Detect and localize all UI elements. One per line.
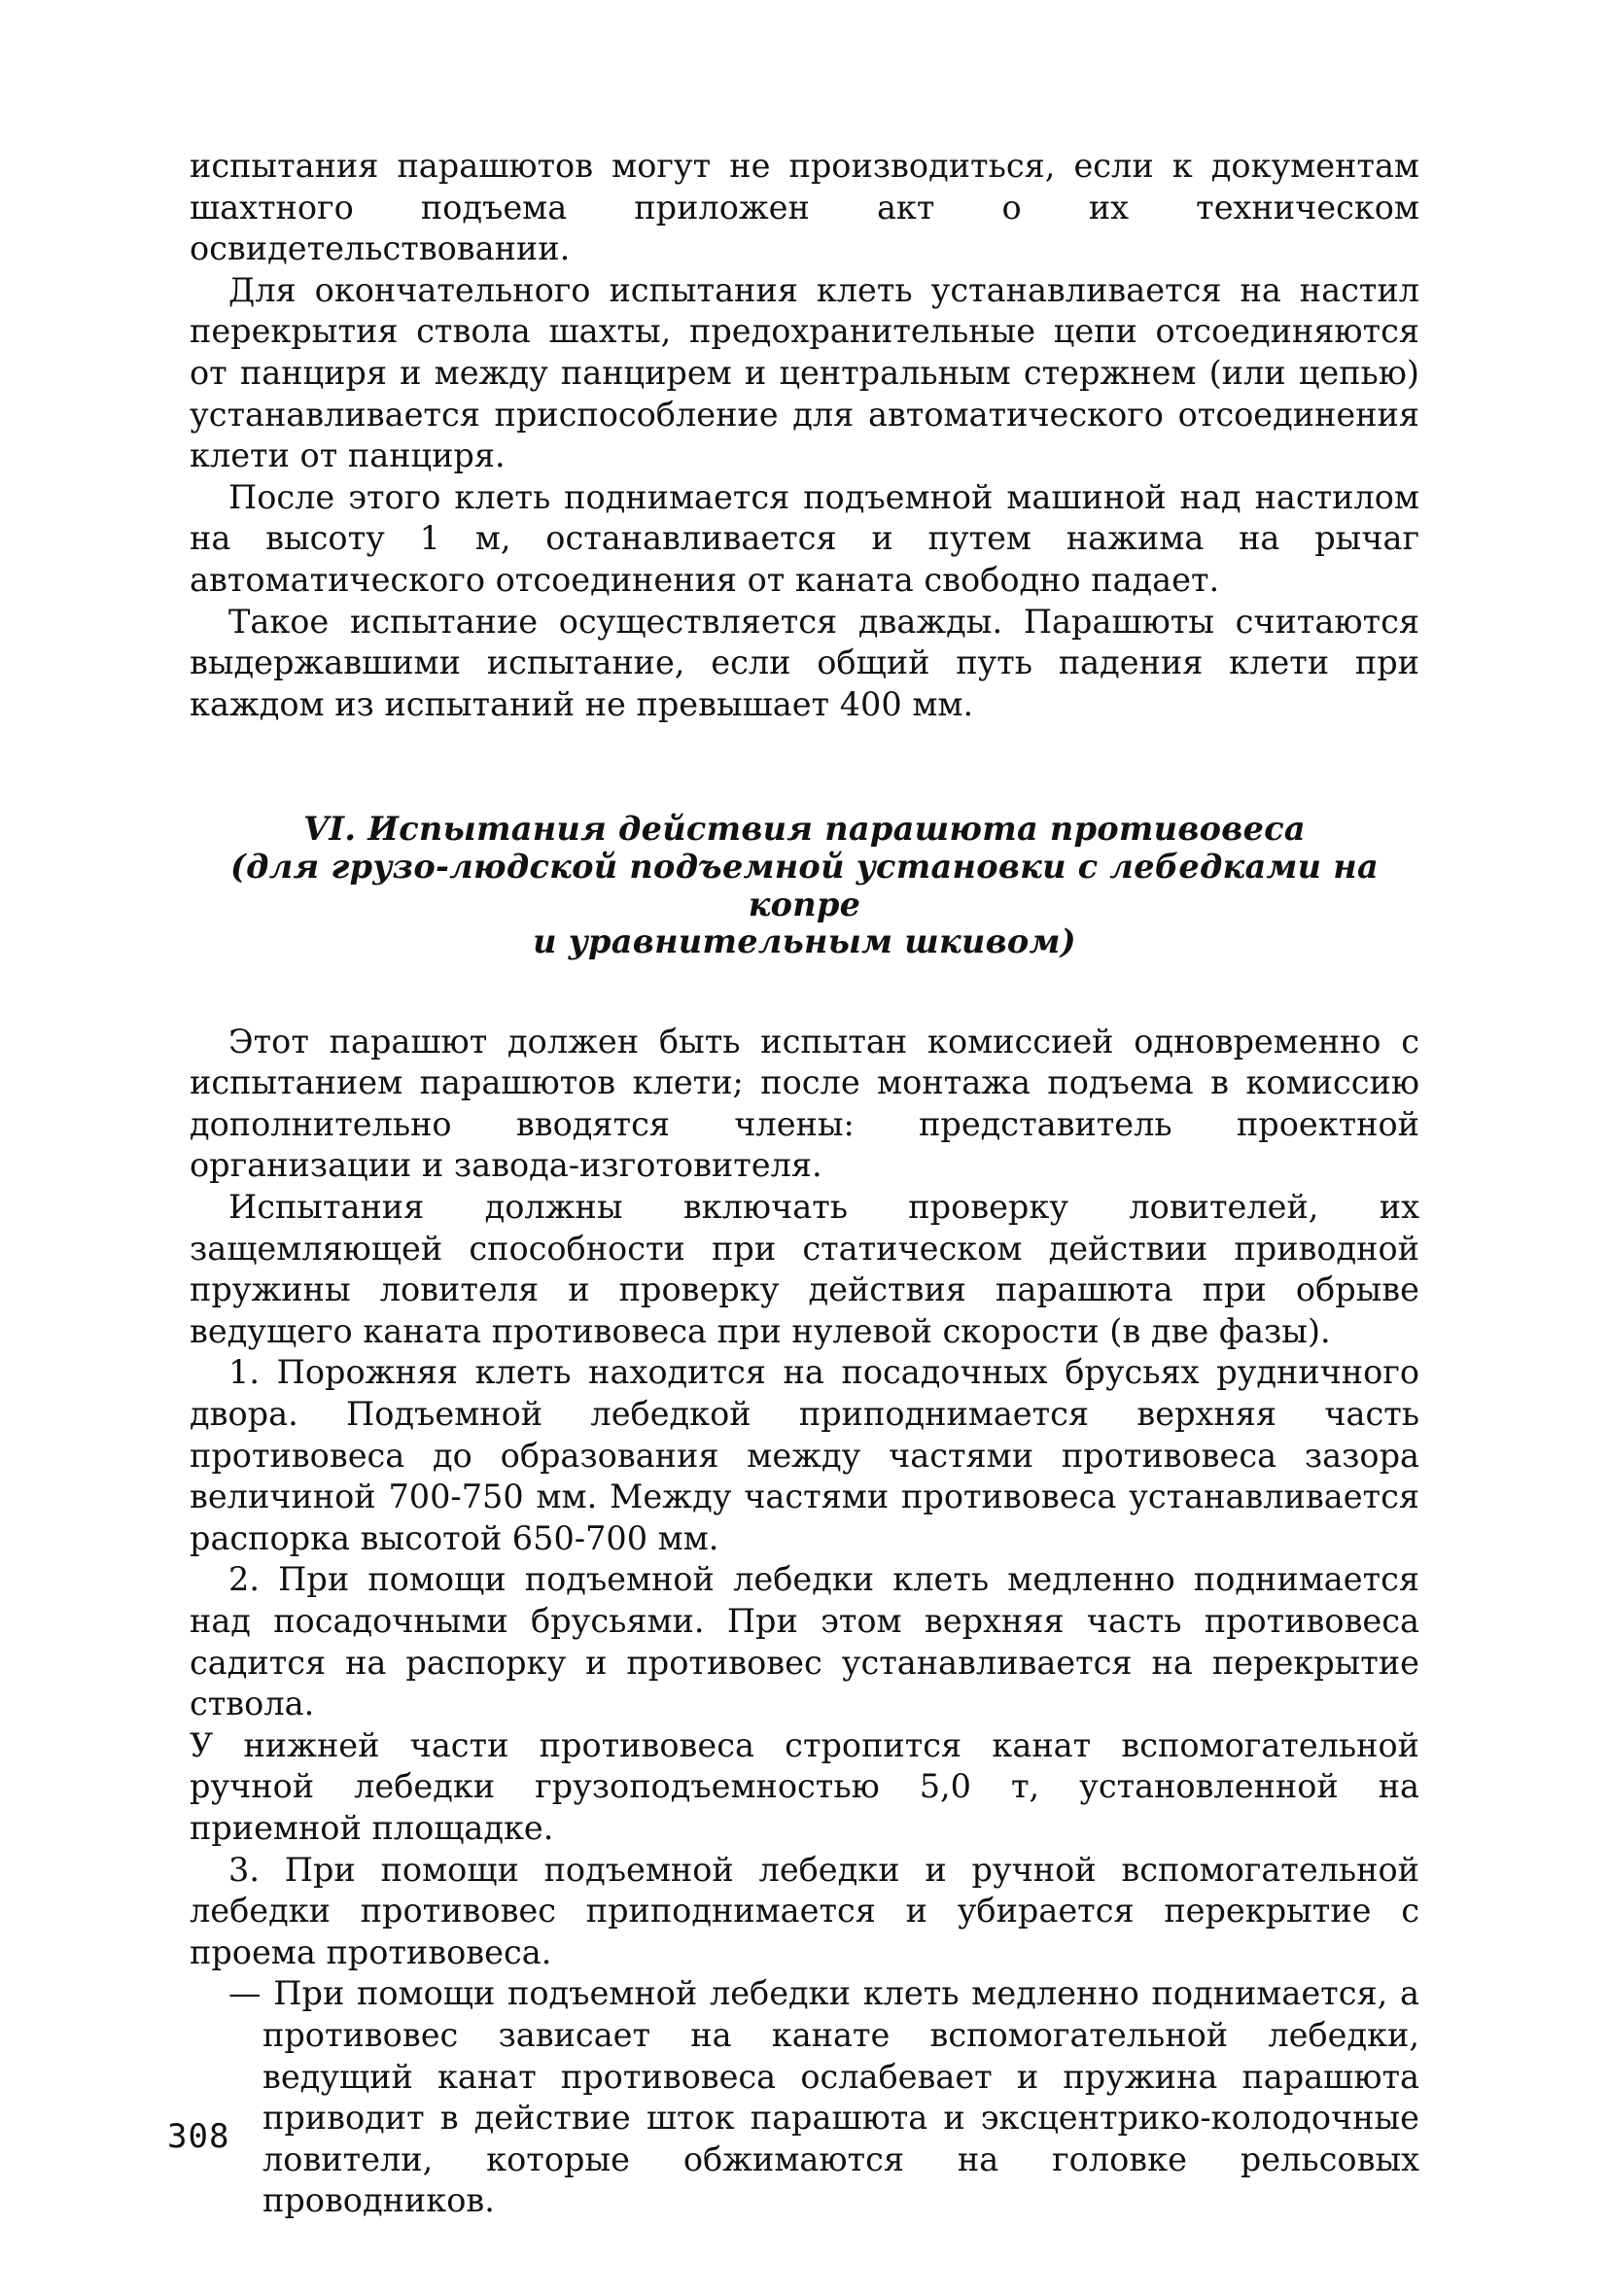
paragraph-dash-item: — При помощи подъемной лебедки клеть медленно поднимается, а противовес зависает на канате вспомогательной лебедки, ведущий канат противовеса ослабевает и пружина парашюта приводит в действие шток парашюта и эксцентрико-колодочные ловители, которые обжимаются на головке рельсовых проводников.: [228, 1974, 1419, 2220]
paragraph-final-test: Для окончательного испытания клеть устанавливается на настил перекрытия ствола шахты, предохранительные цепи отсоединяются от панциря и между панцирем и центральным стержнем (или цепью) устанавливается приспособление для автоматического отсоединения клети от панциря.: [190, 270, 1419, 475]
paragraph-commission: Этот парашют должен быть испытан комиссией одновременно с испытанием парашютов клети; после монтажа подъема в комиссию дополнительно вводятся члены: представитель проектной организации и завода-изготовителя.: [190, 1022, 1419, 1185]
paragraph-test-scope: Испытания должны включать проверку ловителей, их защемляющей способности при статическом действии приводной пружины ловителя и проверку действия парашюта при обрыве ведущего каната противовеса при нулевой скорости (в две фазы).: [190, 1188, 1419, 1350]
section-heading: [190, 811, 1419, 960]
section-heading-line-1: VI. Испытания действия парашюта противовеса: [303, 810, 1306, 849]
paragraph-continuation: испытания парашютов могут не производиться, если к документам шахтного подъема приложен акт о их техническом освидетельствовании.: [190, 147, 1419, 268]
paragraph-test-twice: Такое испытание осуществляется дважды. Парашюты считаются выдержавшими испытание, если общий путь падения клети при каждом из испытаний не превышает 400 мм.: [190, 602, 1419, 723]
section-heading-line-2: (для грузо-людской подъемной установки с лебедками на копре: [229, 847, 1380, 923]
page-number: 308: [167, 2117, 230, 2156]
paragraph-winch-rope: У нижней части противовеса стропится канат вспомогательной ручной лебедки грузоподъемностью 5,0 т, установленной на приемной площадке.: [190, 1725, 1419, 1847]
paragraph-step-1: 1. Порожняя клеть находится на посадочных брусьях рудничного двора. Подъемной лебедкой приподнимается верхняя часть противовеса до образования между частями противовеса зазора величиной 700-750 мм. Между частями противовеса устанавливается распорка высотой 650-700 мм.: [190, 1353, 1419, 1557]
paragraph-step-3: 3. При помощи подъемной лебедки и ручной вспомогательной лебедки противовес приподнимается и убирается перекрытие с проема противовеса.: [190, 1850, 1419, 1971]
paragraph-lift-and-drop: После этого клеть поднимается подъемной машиной над настилом на высоту 1 м, останавливается и путем нажима на рычаг автоматического отсоединения от каната свободно падает.: [190, 477, 1419, 599]
section-heading-line-3: и уравнительным шкивом): [533, 922, 1076, 961]
paragraph-step-2: 2. При помощи подъемной лебедки клеть медленно поднимается над посадочными брусьями. При этом верхняя часть противовеса садится на распорку и противовес устанавливается на перекрытие ствола.: [190, 1560, 1419, 1723]
page-content: [190, 146, 1419, 2222]
